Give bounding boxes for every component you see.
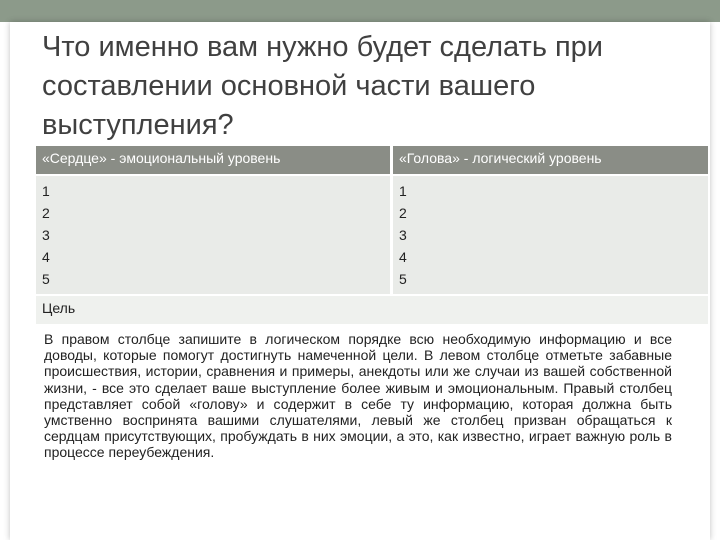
list-item: 2 — [42, 205, 50, 221]
list-item: 5 — [42, 271, 50, 287]
list-item: 2 — [399, 205, 407, 221]
table-row-goal — [36, 295, 708, 324]
list-item: 1 — [42, 183, 50, 199]
heart-head-table — [36, 146, 708, 324]
list-item: 4 — [42, 249, 50, 265]
list-item: 5 — [399, 271, 407, 287]
instruction-paragraph: В правом столбце запишите в логическом порядке всю необходимую информацию и все доводы, которые помогут достигнуть намеченной цели. В левом столбце отметьте забавные происшествия, истории, сравнения и примеры, анекдоты или же случаи из вашей собственной жизни, - все это сделает ваше выступление более живым и эмоциональным. Правый столбец представляет собой «голову» и содержит в себе ту информацию, которая должна быть умственно воспринята вашими слушателями, левый же столбец призван обращаться к сердцам присутствующих, пробуждать в них эмоции, а это, как известно, играет важную роль в процессе переубеждения. — [44, 331, 672, 461]
list-item: 3 — [399, 227, 407, 243]
header-head-column: «Голова» - логический уровень — [392, 146, 709, 175]
list-item: 1 — [399, 183, 407, 199]
goal-label: Цель — [36, 295, 708, 324]
slide-title: Что именно вам нужно будет сделать при составлении основной части вашего выступления? — [42, 31, 604, 141]
table-row — [36, 175, 708, 295]
head-column-cell — [392, 175, 709, 295]
slide-top-bar — [0, 0, 720, 22]
heart-column-cell — [36, 175, 392, 295]
list-item: 4 — [399, 249, 407, 265]
table-header-row — [36, 146, 708, 175]
list-item: 3 — [42, 227, 50, 243]
header-heart-column: «Сердце» - эмоциональный уровень — [36, 146, 392, 175]
